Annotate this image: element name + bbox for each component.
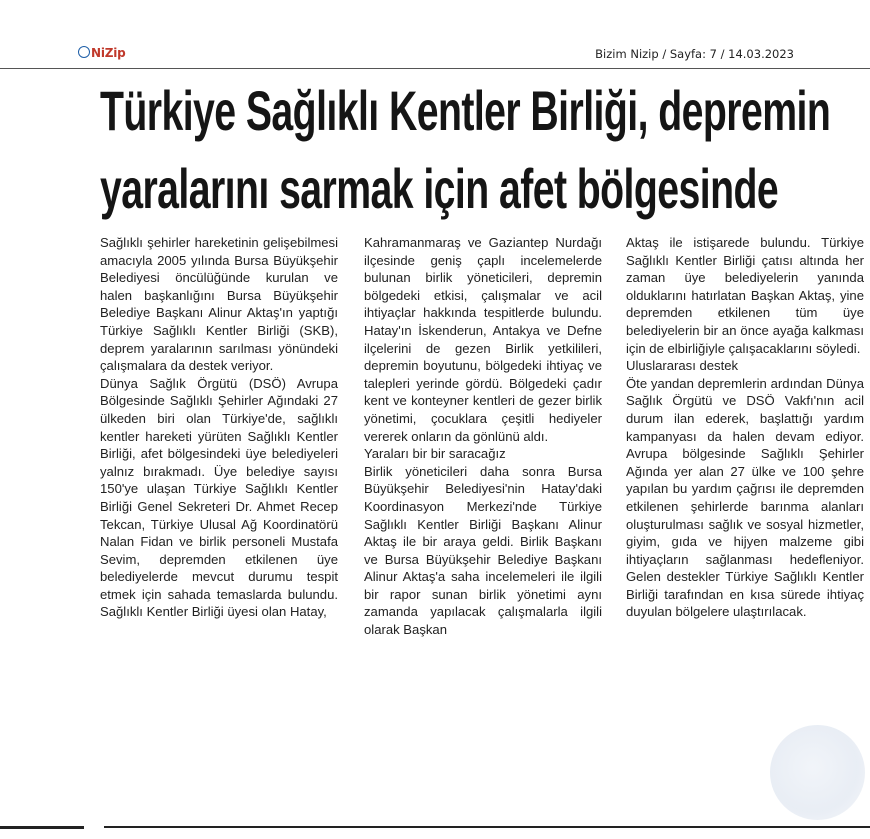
headline-line-2: yaralarını sarmak için afet bölgesinde (100, 157, 779, 220)
subheading: Yaraları bir bir saracağız (364, 446, 506, 462)
headline-line-1: Türkiye Sağlıklı Kentler Birliği, depremin (100, 79, 831, 142)
article-column-2 (364, 234, 602, 799)
paragraph: Öte yandan depremlerin ardından Dünya Sağlık Örgütü ve DSÖ Vakfı'nın acil durum ilan ederek, başlattığı yardım kampanyası da halen devam ediyor. Avrupa bölgesinde Sağlıklı Şehirler Ağında yer alan 27 ülke ve 100 şehre yapılan bu yardım çağrısı ile depremden etkilenen şehirlerde barınma alanları oluşturulması sağlık ve sosyal hizmetler, giyim, gıda ve hijyen malzeme gibi ihtiyaçların sağlanması hedefleniyor. Gelen destekler Türkiye Sağlıklı Kentler Birliği tarafından en kısa sürede ihtiyaç duyulan bölgelere ulaştırılacak. (626, 375, 864, 620)
logo-text: NiZip (91, 46, 126, 60)
newspaper-logo (78, 46, 126, 60)
paragraph: Aktaş ile istişarede bulundu. Türkiye Sağlıklı Kentler Birliği çatısı altında her zaman üye belediyelerin yanında olduklarını hatırlatan Başkan Aktaş, yine depremden etkilenen tüm üye belediyelerin bir an önce ayağa kalkması için de elbirliğiyle çalışacaklarını söyledi. (626, 235, 864, 356)
paragraph: Kahramanmaraş ve Gaziantep Nurdağı ilçesinde geniş çaplı incelemelerde bulunan birlik yöneticileri, depremin bölgedeki etkisi, çalışmalar ve acil ihtiyaçlar hakkında tespitlerde bulundu. Hatay'ın İskenderun, Antakya ve Defne ilçelerini de gezen Birlik yetkilileri, depremin boyutunu, bölgedeki ihtiyaç ve talepleri yerinde gördü. Bölgedeki çadır kent ve konteyner kentleri de gezer birlik yönetimi, çocuklara çeşitli hediyeler vererek onların da gönlünü aldı. (364, 235, 602, 444)
subheading: Uluslararası destek (626, 358, 739, 374)
article-column-1 (100, 234, 338, 799)
footer-divider-left (0, 826, 84, 829)
paragraph: Dünya Sağlık Örgütü (DSÖ) Avrupa Bölgesinde Sağlıklı Şehirler Ağındaki 27 ülkeden biri olan Türkiye'de, sağlıklı kentler hareketi yürüten Sağlıklı Kentler Birliği, afet bölgesindeki üye belediyeleri yalnız bırakmadı. Üye belediye sayısı 150'ye ulaşan Türkiye Sağlıklı Kentler Birliği Genel Sekreteri Dr. Ahmet Recep Tekcan, Türkiye Ulusal Ağ Koordinatörü Nalan Fidan ve birlik personeli Mustafa Sevim, depremden etkilenen üye belediyelerde mevcut durumu tespit etmek için sahada temaslarda bulundu. Sağlıklı Kentler Birliği üyesi olan Hatay, (100, 375, 338, 620)
article-headline (100, 79, 831, 220)
header-divider (0, 68, 870, 69)
paragraph: Sağlıklı şehirler hareketinin gelişebilmesi amacıyla 2005 yılında Bursa Büyükşehir Belediyesi öncülüğünde kurulan ve halen başkanlığını Bursa Büyükşehir Belediye Başkanı Alinur Aktaş'ın yaptığı Türkiye Sağlıklı Kentler Birliği (SKB), deprem yaralarının sarılması yönündeki çalışmalara da destek veriyor. (100, 235, 338, 374)
page-header (0, 0, 870, 70)
footer-divider-right (104, 826, 870, 828)
paragraph: Birlik yöneticileri daha sonra Bursa Büyükşehir Belediyesi'nin Hatay'daki Koordinasyon Merkezi'nde Türkiye Sağlıklı Kentler Birliği Başkanı Alinur Aktaş ile bir araya geldi. Birlik Başkanı ve Bursa Büyükşehir Belediye Başkanı Alinur Aktaş'a saha incelemeleri ile ilgili bir rapor sunan birlik yönetimi aynı zamanda yapılacak çalışmalarla ilgili olarak Başkan (364, 463, 602, 638)
page-meta: Bizim Nizip / Sayfa: 7 / 14.03.2023 (595, 47, 794, 61)
logo-circle-icon (78, 46, 90, 58)
article-column-3 (626, 234, 864, 799)
watermark-graphic (770, 725, 865, 820)
article-body (100, 234, 867, 799)
